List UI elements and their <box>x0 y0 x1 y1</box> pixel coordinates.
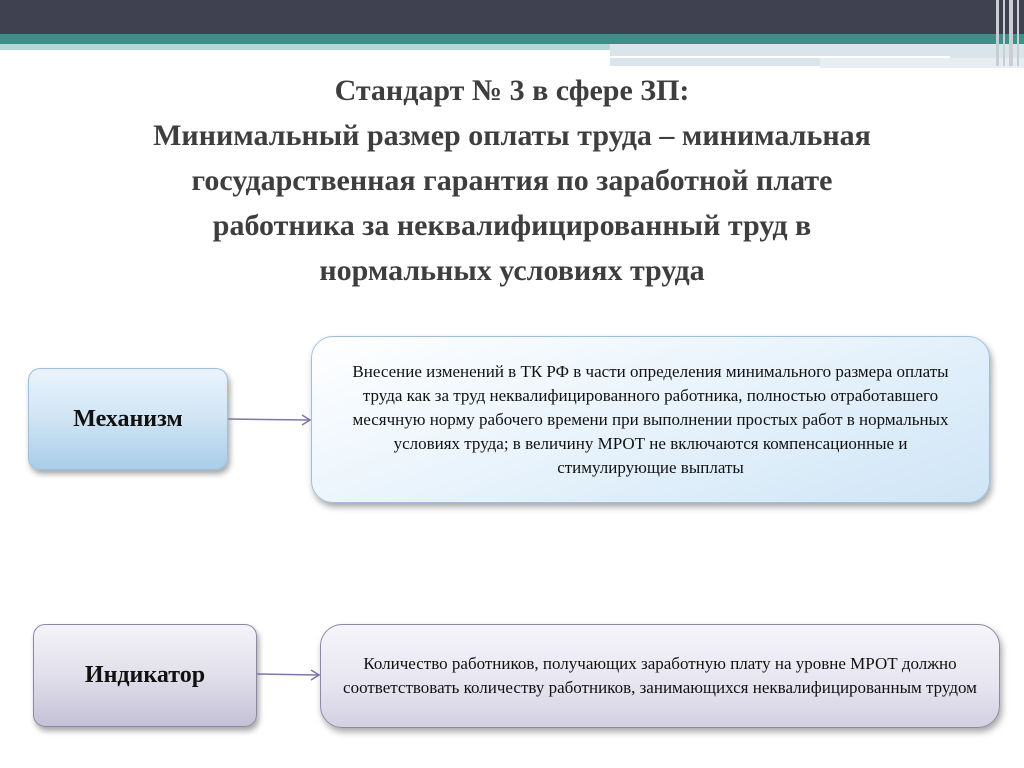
indicator-label-box <box>33 624 257 727</box>
indicator-description-box <box>320 624 1000 728</box>
mechanism-description: Внесение изменений в ТК РФ в части определения минимального размера оплаты труда как за труд неквалифицированного работника, полностью отработавшего месячную норму рабочего времени при выполнении простых работ в нормальных условиях труда; в величину МРОТ не включаются компенсационные и стимулирующие выплаты <box>352 361 949 477</box>
mechanism-arrow <box>226 410 316 430</box>
mechanism-description-box <box>311 336 990 503</box>
header-band-teal <box>0 34 1024 44</box>
indicator-arrow <box>255 665 325 685</box>
title-line: работника за неквалифицированный труд в <box>212 209 812 242</box>
mechanism-label-box <box>28 368 228 470</box>
indicator-label: Индикатор <box>84 662 206 688</box>
header-band-dark <box>0 0 1024 34</box>
title-line: нормальных условиях труда <box>319 254 705 287</box>
mechanism-label: Механизм <box>73 405 183 432</box>
title-line: государственная гарантия по заработной плате <box>191 164 833 197</box>
indicator-description: Количество работников, получающих заработную плату на уровне МРОТ должно соответствовать количеству работников, занимающихся неквалифицированным трудом <box>343 654 977 697</box>
header-band-light <box>0 44 610 50</box>
title-line: Минимальный размер оплаты труда – минимальная <box>153 119 871 152</box>
header-vertical-bars <box>994 0 1024 66</box>
title-line: Стандарт № 3 в сфере ЗП: <box>334 74 690 107</box>
slide-title <box>40 68 984 293</box>
